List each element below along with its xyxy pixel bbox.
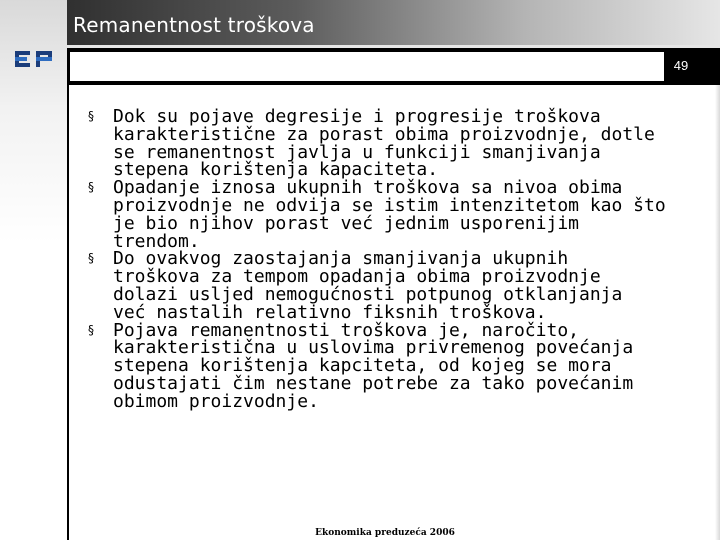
bullet-text-line: Do ovakvog zaostajanja smanjivanja ukupnih [113,248,569,270]
bullet-text-line: Opadanje iznosa ukupnih troškova sa nivoa obima [113,177,623,199]
ep-logo-icon [12,48,58,70]
bullet-text-line: stepena korištenja kapaciteta. [113,159,439,181]
bullet-text-line: karakteristične za porast obima proizvodnje, dotle [113,123,655,145]
slide-number: 49 [673,58,689,73]
slide-title: Remanentnost troškova [73,13,315,37]
bullet-marker-icon: § [88,251,94,266]
right-edge-shadow [715,85,720,540]
footer-text: Ekonomika preduzeća 2006 [315,528,455,538]
bullet-marker-icon: § [88,109,94,123]
bullet-text-line: stepena korištenja kapciteta, od kojeg se mora [113,355,612,377]
bullet-text-line: Dok su pojave degresije i progresije troškova [113,106,601,127]
bullet-item [88,108,688,179]
bullet-text-line: karakteristična u uslovima privremenog povećanja [113,337,634,359]
bullet-item [88,179,688,250]
bullet-text-line: proizvodnje ne odvija se istim intenzitetom kao što [113,194,666,216]
left-panel [0,0,67,540]
bullet-text-line: je bio njihov porast već jednim usporenijim [113,212,579,234]
bullet-text-line: odustajati čim nestane potrebe za tako povećanim [113,372,634,394]
bullet-text-line: se remanentnost javlja u funkciji smanjivanja [113,141,601,163]
bullet-item [88,250,688,321]
bullet-text-line: dolazi usljed nemogućnosti potpunog otklanjanja [113,283,623,305]
bullet-marker-icon: § [88,322,94,337]
content-divider [67,85,69,540]
bullet-item [88,319,688,412]
bullet-text-line: trendom. [113,230,200,252]
company-logo [10,48,60,80]
bullet-text-line: obimom proizvodnje. [113,390,319,412]
header-white-strip [70,52,664,81]
bullet-list [88,108,688,411]
bullet-marker-icon: § [88,180,94,195]
bullet-text-line: već nastalih relativno fiksnih troškova. [113,301,547,323]
bullet-text-line: Pojava remanentnosti troškova je, naročito, [113,319,579,341]
bullet-text-line: troškova za tempom opadanja obima proizvodnje [113,266,601,288]
